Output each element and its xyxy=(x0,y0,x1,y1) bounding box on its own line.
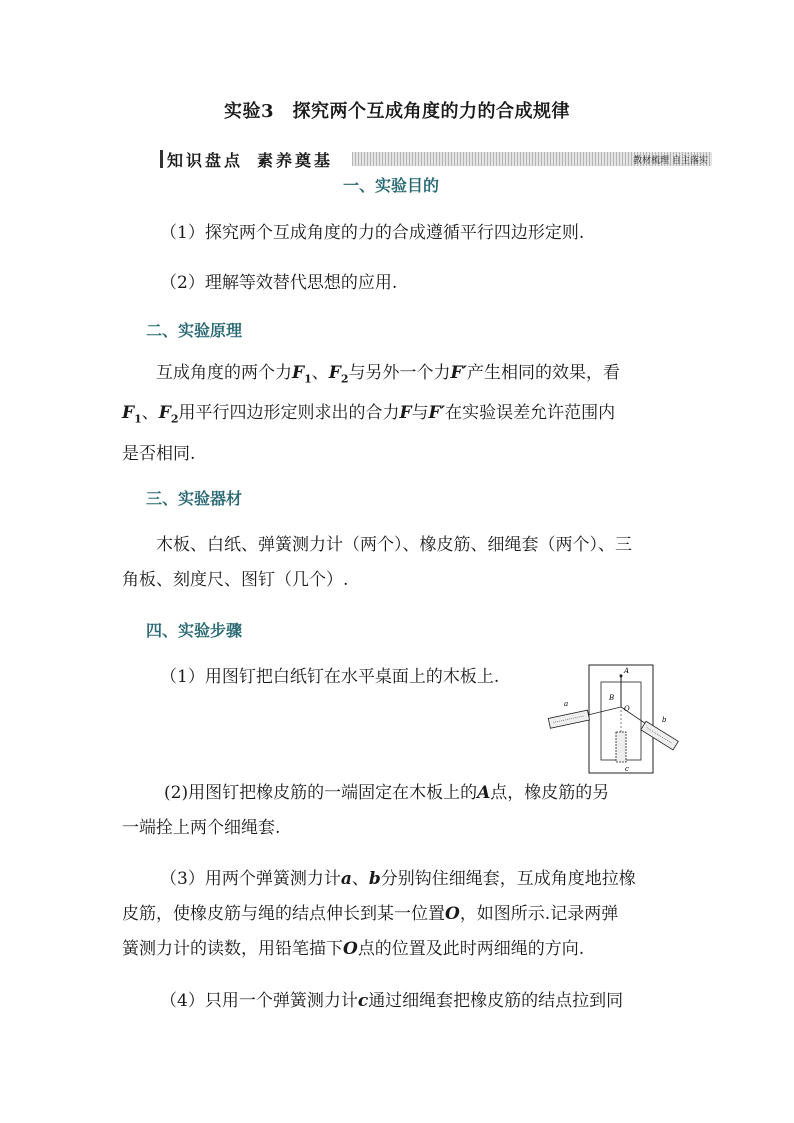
materials-line-1: 木板、白纸、弹簧测力计（两个）、橡皮筋、细绳套（两个）、三 xyxy=(156,535,632,555)
label-a: a xyxy=(564,700,569,708)
heading-steps: 四、实验步骤 xyxy=(146,621,243,640)
label-B: B xyxy=(609,694,615,702)
purpose-item-2: （2）理解等效替代思想的应用. xyxy=(160,273,398,293)
label-c: c xyxy=(625,765,629,773)
banner-title xyxy=(160,149,333,169)
banner-title-b: 素养奠基 xyxy=(257,150,334,170)
step-4-line-1: （4）只用一个弹簧测力计c通过细绳套把橡皮筋的结点拉到同 xyxy=(160,991,624,1011)
banner-title-a: 知识盘点 xyxy=(167,150,244,170)
heading-purpose: 一、实验目的 xyxy=(343,176,440,195)
step-3-line-1: （3）用两个弹簧测力计a、b分别钩住细绳套，互成角度地拉橡 xyxy=(160,869,636,889)
step-3-line-3: 簧测力计的读数，用铅笔描下O点的位置及此时两细绳的方向. xyxy=(122,939,585,959)
heading-principle: 二、实验原理 xyxy=(146,321,243,340)
materials-line-2: 角板、刻度尺、图钉（几个）. xyxy=(122,570,349,590)
section-banner xyxy=(160,149,712,169)
step-2-line-1: (2)用图钉把橡皮筋的一端固定在木板上的A点，橡皮筋的另 xyxy=(164,783,610,803)
heading-materials: 三、实验器材 xyxy=(146,489,243,508)
step-1: （1）用图钉把白纸钉在水平桌面上的木板上. xyxy=(160,667,500,687)
point-A xyxy=(620,675,623,678)
experiment-diagram xyxy=(545,662,680,777)
step-2-line-2: 一端拴上两个细绳套. xyxy=(122,818,281,838)
banner-subtitle: 教材梳理 自主落实 xyxy=(633,156,708,166)
purpose-item-1: （1）探究两个互成角度的力的合成遵循平行四边形定则. xyxy=(160,223,585,243)
banner-bar xyxy=(160,150,163,168)
spring-scale-a xyxy=(548,710,589,728)
principle-paragraph: 互成角度的两个力$F_1$、$F_2$与另外一个力F′产生相同的效果，看 $F_1$、$F_2$用平行四边形定则求出的合力F与F′在实验误差允许范围内 是否相同. xyxy=(122,363,621,464)
label-b: b xyxy=(662,716,667,724)
label-O: O xyxy=(624,705,630,713)
spring-scale-c xyxy=(616,732,626,762)
label-A: A xyxy=(624,667,630,675)
page-title: 实验3 探究两个互成角度的力的合成规律 xyxy=(223,101,571,122)
step-3-line-2: 皮筋，使橡皮筋与绳的结点伸长到某一位置O，如图所示.记录两弹 xyxy=(122,904,619,924)
